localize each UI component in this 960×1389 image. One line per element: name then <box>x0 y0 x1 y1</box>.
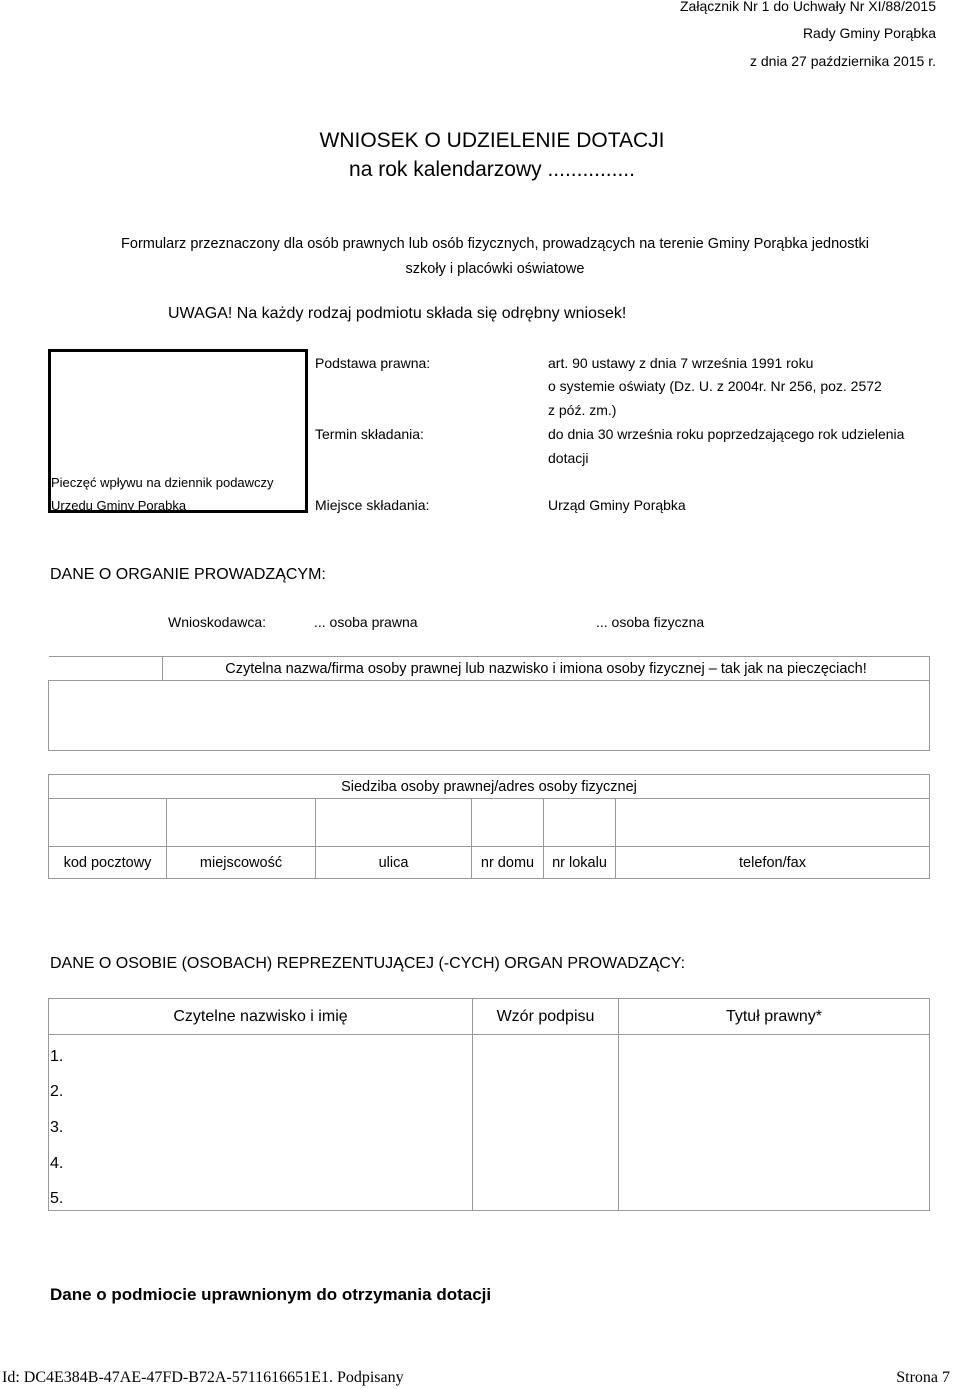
rep-legal-title-header: Tytuł prawny* <box>619 999 930 1035</box>
address-table <box>48 774 930 879</box>
applicant-label: Wnioskodawca: <box>168 614 267 630</box>
organ-name-field[interactable] <box>49 681 930 751</box>
option-natural-person[interactable]: ... osoba fizyczna <box>596 614 705 630</box>
legal-basis-line-2: o systemie oświaty (Dz. U. z 2004r. Nr 256, poz. 2572 <box>548 378 882 394</box>
house-number-field[interactable] <box>472 799 544 847</box>
deadline-line-2: dotacji <box>548 450 589 466</box>
legal-basis-line-1: art. 90 ustawy z dnia 7 września 1991 roku <box>548 355 814 371</box>
stamp-label-line-1: Pieczęć wpływu na dziennik podawczy <box>51 475 274 490</box>
address-header: Siedziba osoby prawnej/adres osoby fizycznej <box>49 775 930 799</box>
representatives-heading: DANE O OSOBIE (OSOBACH) REPREZENTUJĄCEJ (-CYCH) ORGAN PROWADZĄCY: <box>50 955 686 972</box>
representatives-table <box>48 998 930 1211</box>
apartment-number-label: nr lokalu <box>544 847 616 879</box>
page-number: Strona 7 <box>896 1369 950 1386</box>
stamp-box <box>48 349 308 513</box>
place-label: Miejsce składania: <box>315 497 430 513</box>
warning-note: UWAGA! Na każdy rodzaj podmiotu składa się odrębny wniosek! <box>168 305 627 322</box>
option-legal-person[interactable]: ... osoba prawna <box>314 614 418 630</box>
city-field[interactable] <box>167 799 316 847</box>
stamp-label-line-2: Urzędu Gminy Porąbka <box>51 498 187 513</box>
legal-basis-line-3: z póź. zm.) <box>548 402 617 418</box>
deadline-line-1: do dnia 30 września roku poprzedzającego rok udzielenia <box>548 426 905 442</box>
rep-row-number: 5. <box>50 1190 64 1207</box>
street-label: ulica <box>316 847 472 879</box>
organ-name-header: Czytelna nazwa/firma osoby prawnej lub nazwisko i imiona osoby fizycznej – tak jak na pieczęciach! <box>163 657 930 681</box>
header-date-line: z dnia 27 października 2015 r. <box>749 53 936 69</box>
rep-name-header: Czytelne nazwisko i imię <box>49 999 473 1035</box>
organ-section-heading: DANE O ORGANIE PROWADZĄCYM: <box>50 566 326 583</box>
city-label: miejscowość <box>167 847 316 879</box>
place-value: Urząd Gminy Porąbka <box>548 497 686 513</box>
rep-signature-header: Wzór podpisu <box>473 999 619 1035</box>
form-title: WNIOSEK O UDZIELENIE DOTACJI <box>319 129 665 152</box>
rep-row-number: 1. <box>50 1048 64 1065</box>
postal-code-field[interactable] <box>49 799 167 847</box>
rep-row-number: 3. <box>50 1119 64 1136</box>
organ-name-spacer <box>49 657 163 681</box>
document-id: Id: DC4E384B-47AE-47FD-B72A-5711616651E1. Podpisany <box>2 1369 404 1386</box>
house-number-label: nr domu <box>472 847 544 879</box>
rep-row-number: 2. <box>50 1083 64 1100</box>
organ-name-table <box>48 656 930 751</box>
phone-fax-label: telefon/fax <box>616 847 930 879</box>
rep-signatures-field[interactable] <box>473 1035 619 1211</box>
header-annex-line: Załącznik Nr 1 do Uchwały Nr XI/88/2015 <box>680 0 936 14</box>
rep-legal-titles-field[interactable] <box>619 1035 930 1211</box>
postal-code-label: kod pocztowy <box>49 847 167 879</box>
phone-fax-field[interactable] <box>616 799 930 847</box>
street-field[interactable] <box>316 799 472 847</box>
rep-row-number: 4. <box>50 1155 64 1172</box>
rep-names-field[interactable] <box>49 1035 473 1211</box>
beneficiary-heading: Dane o podmiocie uprawnionym do otrzymania dotacji <box>50 1285 492 1304</box>
legal-basis-label: Podstawa prawna: <box>315 355 431 371</box>
form-subtitle: na rok kalendarzowy ............... <box>349 158 635 181</box>
intro-line-1: Formularz przeznaczony dla osób prawnych lub osób fizycznych, prowadzących na terenie Gminy Porąbka jednostki <box>121 236 869 252</box>
header-council-line: Rady Gminy Porąbka <box>802 25 936 41</box>
intro-line-2: szkoły i placówki oświatowe <box>405 261 585 277</box>
apartment-number-field[interactable] <box>544 799 616 847</box>
deadline-label: Termin składania: <box>315 426 424 442</box>
